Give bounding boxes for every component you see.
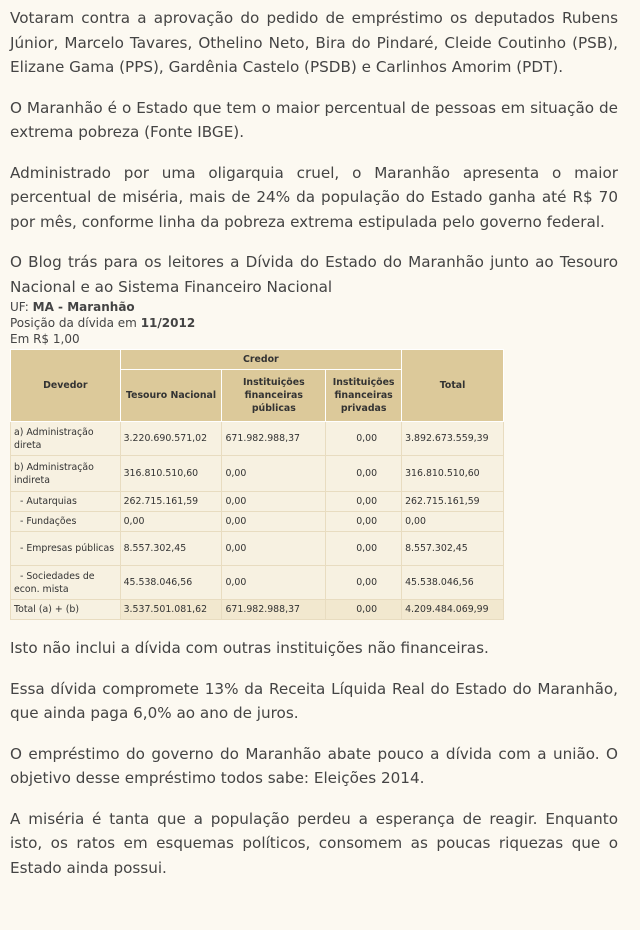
- debt-table: [10, 349, 504, 620]
- header-devedor: Devedor: [11, 350, 121, 422]
- table-row: - Autarquias 262.715.161,59 0,00 0,00 262.715.161,59: [11, 492, 504, 512]
- table-row: a) Administração direta 3.220.690.571,02 671.982.988,37 0,00 3.892.673.559,39: [11, 422, 504, 456]
- header-credor: Credor: [120, 350, 402, 370]
- paragraph-deputies: Votaram contra a aprovação do pedido de empréstimo os deputados Rubens Júnior, Marcelo Tavares, Othelino Neto, Bira do Pindaré, Cleide Coutinho (PSB), Elizane Gama (PPS), Gardênia Castelo (PSDB) e Carlinhos Amorim (PDT).: [10, 9, 618, 76]
- table-row: b) Administração indireta 316.810.510,60 0,00 0,00 316.810.510,60: [11, 456, 504, 492]
- paragraph-poverty: O Maranhão é o Estado que tem o maior percentual de pessoas em situação de extrema pobreza (Fonte IBGE).: [10, 98, 618, 141]
- uf-value: MA - Maranhão: [32, 300, 135, 314]
- paragraph-revenue: Essa dívida compromete 13% da Receita Líquida Real do Estado do Maranhão, que ainda paga 6,0% ao ano de juros.: [10, 679, 618, 722]
- position-date: 11/2012: [140, 316, 196, 330]
- header-tesouro: Tesouro Nacional: [120, 370, 222, 422]
- header-privadas: Instituições financeiras privadas: [326, 370, 402, 422]
- header-publicas: Instituições financeiras públicas: [222, 370, 326, 422]
- position-line: Posição da dívida em 11/2012: [10, 316, 196, 330]
- paragraph-misery: Administrado por uma oligarquia cruel, o Maranhão apresenta o maior percentual de miséria, mais de 24% da população do Estado ganha até R$ 70 por mês, conforme linha da pobreza extrema estipulada pelo governo federal.: [10, 163, 618, 231]
- currency-line: Em R$ 1,00: [10, 332, 80, 346]
- paragraph-blog-intro: O Blog trás para os leitores a Dívida do Estado do Maranhão junto ao Tesouro Nacional e ao Sistema Financeiro Nacional: [10, 253, 618, 296]
- table-row: - Sociedades de econ. mista 45.538.046,56 0,00 0,00 45.538.046,56: [11, 566, 504, 600]
- header-total: Total: [402, 350, 504, 422]
- table-row: - Empresas públicas 8.557.302,45 0,00 0,00 8.557.302,45: [11, 532, 504, 566]
- uf-line: UF: MA - Maranhão: [10, 300, 135, 314]
- table-row-total: Total (a) + (b) 3.537.501.081,62 671.982.988,37 0,00 4.209.484.069,99: [11, 600, 504, 620]
- paragraph-closing: A miséria é tanta que a população perdeu a esperança de reagir. Enquanto isto, os ratos em esquemas políticos, consomem as poucas riquezas que o Estado ainda possui.: [10, 809, 618, 877]
- paragraph-non-financial: Isto não inclui a dívida com outras instituições não financeiras.: [10, 639, 489, 657]
- table-row: - Fundações 0,00 0,00 0,00 0,00: [11, 512, 504, 532]
- debt-meta: [10, 299, 618, 347]
- debt-table-wrap: [10, 349, 618, 620]
- paragraph-loan: O empréstimo do governo do Maranhão abate pouco a dívida com a união. O objetivo desse empréstimo todos sabe: Eleições 2014.: [10, 744, 618, 787]
